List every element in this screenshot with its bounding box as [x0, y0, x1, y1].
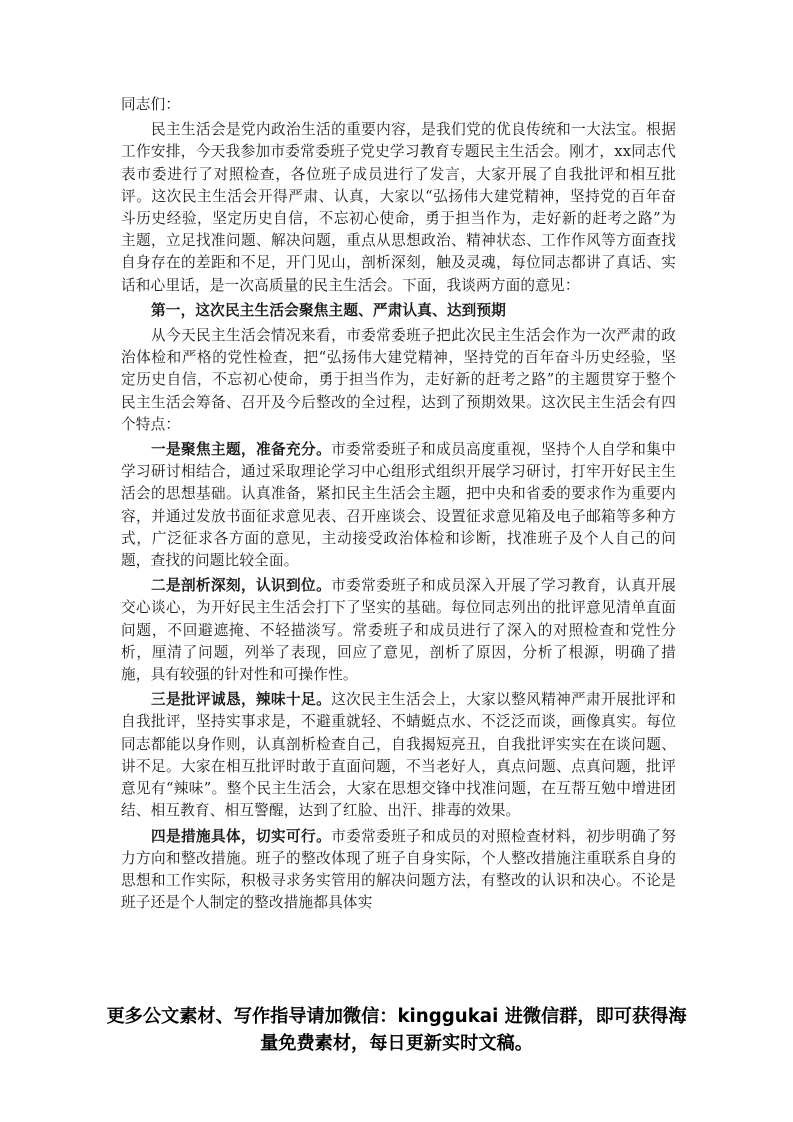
- document-body: [121, 94, 676, 914]
- point-paragraph-1: [121, 439, 676, 572]
- point-text-1: 市委常委班子和成员高度重视，坚持个人自学和集中学习研讨相结合，通过采取理论学习中心组形式组织开展学习研讨，打牢开好民主生活会的思想基础。认真准备，紧扣民主生活会主题，把中央和省委的要求作为重要内容，并通过发放书面征求意见表、召开座谈会、设置征求意见箱及电子邮箱等多种方式，广泛征求各方面的意见，主动接受政治体检和诊断，找准班子及个人自己的问题，查找的问题比较全面。: [121, 441, 676, 570]
- point-text-2: 市委常委班子和成员深入开展了学习教育，认真开展交心谈心，为开好民主生活会打下了坚实的基础。每位同志列出的批评意见清单直面问题，不回避遮掩、不轻描淡写。常委班子和成员进行了深入的对照检查和党性分析，厘清了问题，列举了表现，回应了意见，剖析了原因，分析了根源，明确了措施，具有较强的针对性和可操作性。: [121, 577, 676, 684]
- point-text-4: 市委常委班子和成员的对照检查材料，初步明确了努力方向和整改措施。班子的整改体现了班子自身实际，个人整改措施注重联系自身的思想和工作实际，积极寻求务实管用的解决问题方法，有整改的认识和决心。不论是班子还是个人制定的整改措施都具体实: [121, 827, 676, 912]
- intro-paragraph: 民主生活会是党内政治生活的重要内容，是我们党的优良传统和一大法宝。根据工作安排，今天我参加市委常委班子党史学习教育专题民主生活会。刚才，xx同志代表市委进行了对照检查，各位班子成员进行了发言，大家开展了自我批评和相互批评。这次民主生活会开得严肃、认真，大家以“弘扬伟大建党精神，坚持党的百年奋斗历史经验，坚定历史自信，不忘初心使命，勇于担当作为，走好新的赶考之路”为主题，立足找准问题、解决问题，重点从思想政治、精神状态、工作作风等方面查找自身存在的差距和不足，开门见山，剖析深刻，触及灵魂，每位同志都讲了真话、实话和心里话，是一次高质量的民主生活会。下面，我谈两方面的意见：: [121, 121, 676, 294]
- salutation: 同志们：: [121, 96, 181, 113]
- point-paragraph-3: [121, 689, 676, 822]
- point-paragraph-4: [121, 826, 676, 915]
- point-lead-1: 一是聚焦主题，准备充分。: [151, 441, 332, 459]
- promo-footer: 更多公文素材、写作指导请加微信：kinggukai 进微信群，即可获得海量免费素材，每日更新实时文稿。: [106, 1006, 687, 1054]
- point-paragraph-2: [121, 575, 676, 686]
- point-lead-2: 二是剖析深刻，认识到位。: [151, 577, 332, 595]
- point-lead-4: 四是措施具体，切实可行。: [151, 827, 332, 845]
- point-text-3: 这次民主生活会上，大家以整风精神严肃开展批评和自我批评，坚持实事求是，不避重就轻、不蜻蜓点水、不泛泛而谈，画像真实。每位同志都能以身作则，认真剖析检查自己，自我揭短亮丑，自我批评实实在在谈问题、讲不足。大家在相互批评时敢于直面问题，不当老好人，真点问题、点真问题，批评意见有“辣味”。整个民主生活会，大家在思想交锋中找准问题，在互帮互勉中增进团结、相互教育、相互警醒，达到了红脸、出汗、排毒的效果。: [121, 691, 676, 820]
- point-lead-3: 三是批评诚恳，辣味十足。: [151, 691, 332, 709]
- section-1-paragraph: 从今天民主生活会情况来看，市委常委班子把此次民主生活会作为一次严肃的政治体检和严格的党性检查，把“弘扬伟大建党精神，坚持党的百年奋斗历史经验，坚定历史自信，不忘初心使命，勇于担当作为，走好新的赶考之路”的主题贯穿于整个民主生活会筹备、召开及今后整改的全过程，达到了预期效果。这次民主生活会有四个特点：: [121, 327, 676, 433]
- section-heading-1: 第一，这次民主生活会聚焦主题、严肃认真、达到预期: [151, 301, 507, 319]
